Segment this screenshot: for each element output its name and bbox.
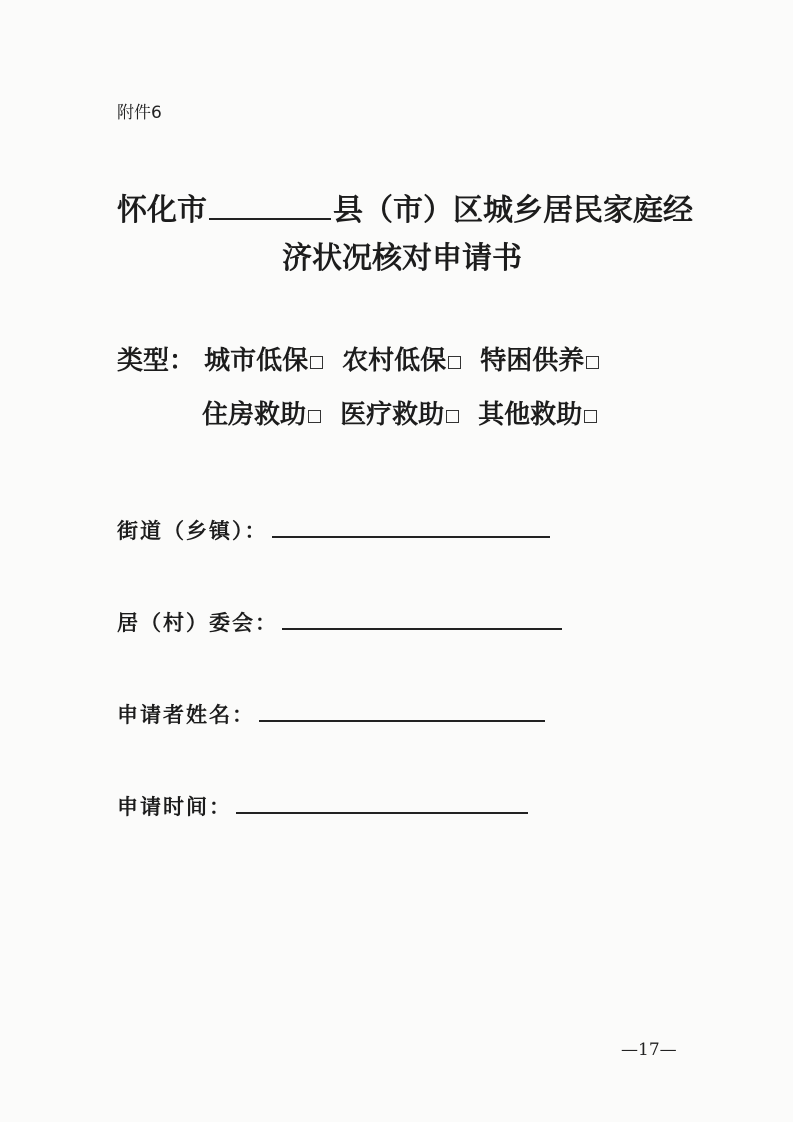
type-row-1 <box>117 340 609 377</box>
checkbox-other-aid[interactable] <box>584 410 597 423</box>
street-input-line[interactable] <box>272 512 550 538</box>
applicant-name-input-line[interactable] <box>259 696 545 722</box>
community-field <box>117 604 562 637</box>
option-tekun[interactable] <box>480 346 599 376</box>
option-label: 医疗救助 <box>340 400 445 430</box>
option-label: 住房救助 <box>202 400 307 430</box>
community-input-line[interactable] <box>282 604 562 630</box>
option-label: 其他救助 <box>478 400 583 430</box>
title-rest: 县（市）区城乡居民家庭经 <box>333 193 693 228</box>
title-city: 怀化市 <box>117 193 207 228</box>
county-blank[interactable] <box>209 190 331 220</box>
option-housing-aid[interactable] <box>202 400 321 430</box>
title-line-1 <box>117 185 693 229</box>
attachment-label: 附件6 <box>117 103 162 123</box>
checkbox-tekun[interactable] <box>586 356 599 369</box>
option-label: 城市低保 <box>204 346 309 376</box>
checkbox-urban-dibao[interactable] <box>310 356 323 369</box>
checkbox-medical-aid[interactable] <box>446 410 459 423</box>
page-number: —17— <box>621 1040 677 1060</box>
applicant-name-label: 申请者姓名： <box>117 703 255 727</box>
community-label: 居（村）委会： <box>117 611 278 635</box>
option-medical-aid[interactable] <box>340 400 459 430</box>
option-other-aid[interactable] <box>478 400 597 430</box>
street-field <box>117 512 550 545</box>
checkbox-housing-aid[interactable] <box>308 410 321 423</box>
option-label: 特困供养 <box>480 346 585 376</box>
apply-time-input-line[interactable] <box>236 788 528 814</box>
street-label: 街道（乡镇）： <box>117 519 268 543</box>
option-label: 农村低保 <box>342 346 447 376</box>
checkbox-rural-dibao[interactable] <box>448 356 461 369</box>
type-row-2 <box>202 394 607 431</box>
apply-time-field <box>117 788 528 821</box>
apply-time-label: 申请时间： <box>117 795 232 819</box>
type-label: 类型： <box>117 346 196 376</box>
option-urban-dibao[interactable] <box>204 346 323 376</box>
option-rural-dibao[interactable] <box>342 346 461 376</box>
title-line-2: 济状况核对申请书 <box>282 241 522 276</box>
applicant-name-field <box>117 696 545 729</box>
